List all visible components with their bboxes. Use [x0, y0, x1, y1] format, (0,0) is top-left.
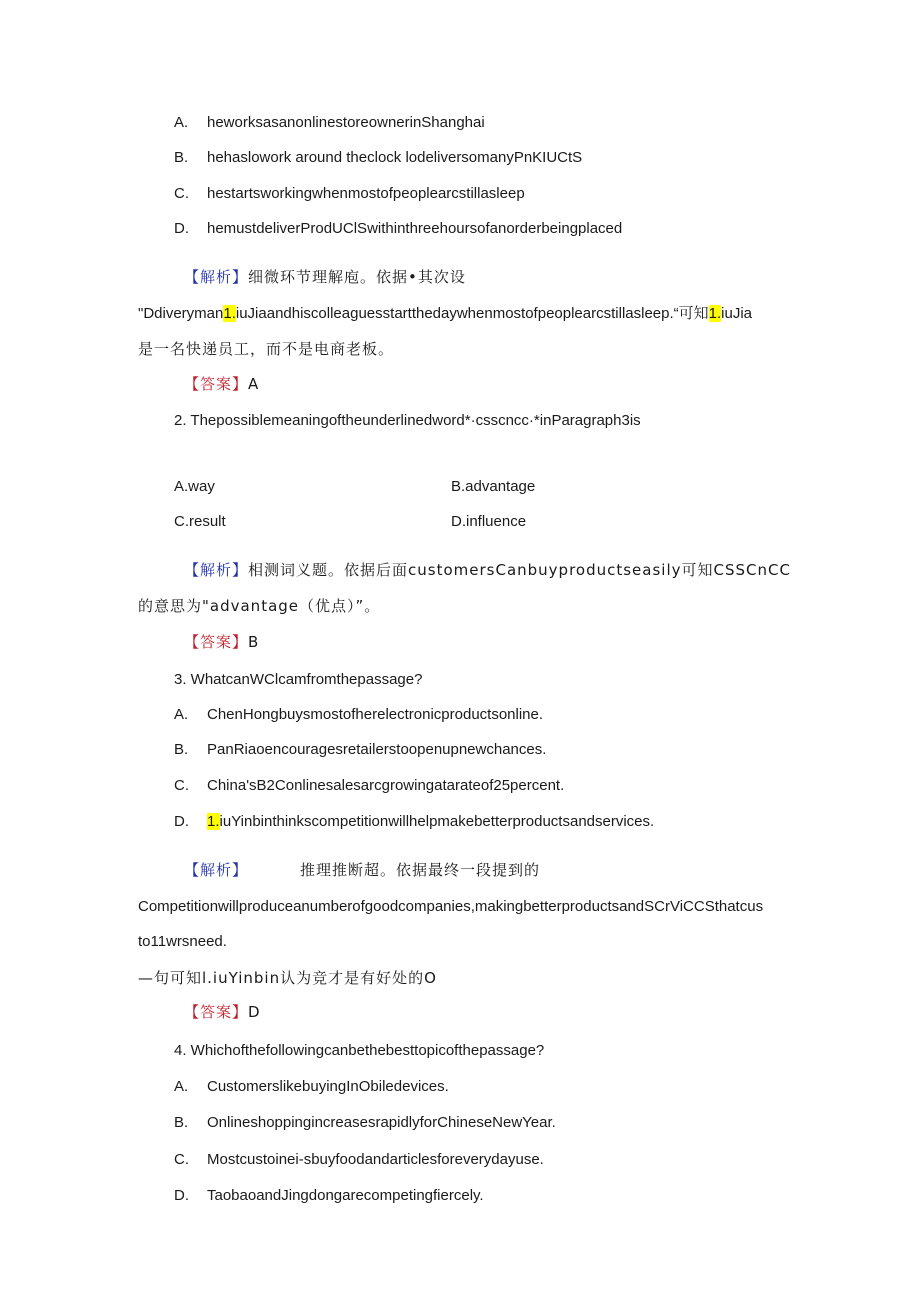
option-a: A. ChenHongbuysmostofherelectronicproductsonline.	[174, 706, 544, 723]
answer-line: 【答案】D	[184, 1003, 261, 1021]
option-c: C.result	[174, 513, 226, 530]
option-d: D. hemustdeliverProdUClSwithinthreehoursofanorderbeingplaced	[174, 220, 623, 237]
analysis-line: 的意思为"advantage（优点）”。	[138, 597, 381, 615]
analysis-line: 【解析】相测词义题。依据后面customersCanbuyproductseasily可知CSSCnCC	[184, 561, 791, 579]
option-c: C. China'sB2Conlinesalesarcgrowingatarateof25percent.	[174, 777, 565, 794]
analysis-line: 是一名快递员工，而不是电商老板。	[138, 340, 395, 358]
option-c: C. Mostcustoinei-sbuyfoodandarticlesforeverydayuse.	[174, 1151, 544, 1168]
analysis-line: 【解析】 推理推断超。依据最终一段提到的	[184, 861, 541, 879]
option-a: A.way	[174, 478, 215, 495]
answer-line: 【答案】A	[184, 375, 260, 393]
option-b: B. PanRiaoencouragesretailerstoopenupnewchances.	[174, 741, 547, 758]
option-c: C. hestartsworkingwhenmostofpeoplearcstillasleep	[174, 185, 525, 202]
analysis-line: "Ddiveryman1.iuJiaandhiscolleaguesstartthedaywhenmostofpeoplearcstillasleep.“可知1.iuJia	[138, 305, 753, 322]
option-b: B.advantage	[451, 478, 536, 495]
option-a: A. CustomerslikebuyingInObiledevices.	[174, 1078, 449, 1095]
analysis-line: Competitionwillproduceanumberofgoodcompanies,makingbetterproductsandSCrViCCSthatcus	[138, 898, 764, 915]
option-b: B. OnlineshoppingincreasesrapidlyforChineseNewYear.	[174, 1114, 556, 1131]
answer-line: 【答案】B	[184, 633, 260, 651]
analysis-line: to11wrsneed.	[138, 933, 227, 950]
option-d: D. TaobaoandJingdongarecompetingfiercely.	[174, 1187, 484, 1204]
question-3: 3. WhatcanWClcamfromthepassage?	[174, 671, 423, 688]
option-d: D. 1.iuYinbinthinkscompetitionwillhelpmakebetterproductsandservices.	[174, 813, 655, 830]
question-4: 4. Whichofthefollowingcanbethebesttopicofthepassage?	[174, 1042, 545, 1059]
option-a: A. heworksasanonlinestoreownerinShanghai	[174, 114, 485, 131]
option-d: D.influence	[451, 513, 527, 530]
option-b: B. hehaslowork around theclock lodeliversomanyPnKIUCtS	[174, 149, 583, 166]
question-2: 2. Thepossiblemeaningoftheunderlinedword*·cssсncc·*inParagraph3is	[174, 412, 641, 429]
analysis-line: 【解析】细微环节理解庖。依据•其次设	[184, 268, 466, 286]
analysis-line: —句可知l.iuYinbin认为竞才是有好处的O	[138, 969, 437, 987]
